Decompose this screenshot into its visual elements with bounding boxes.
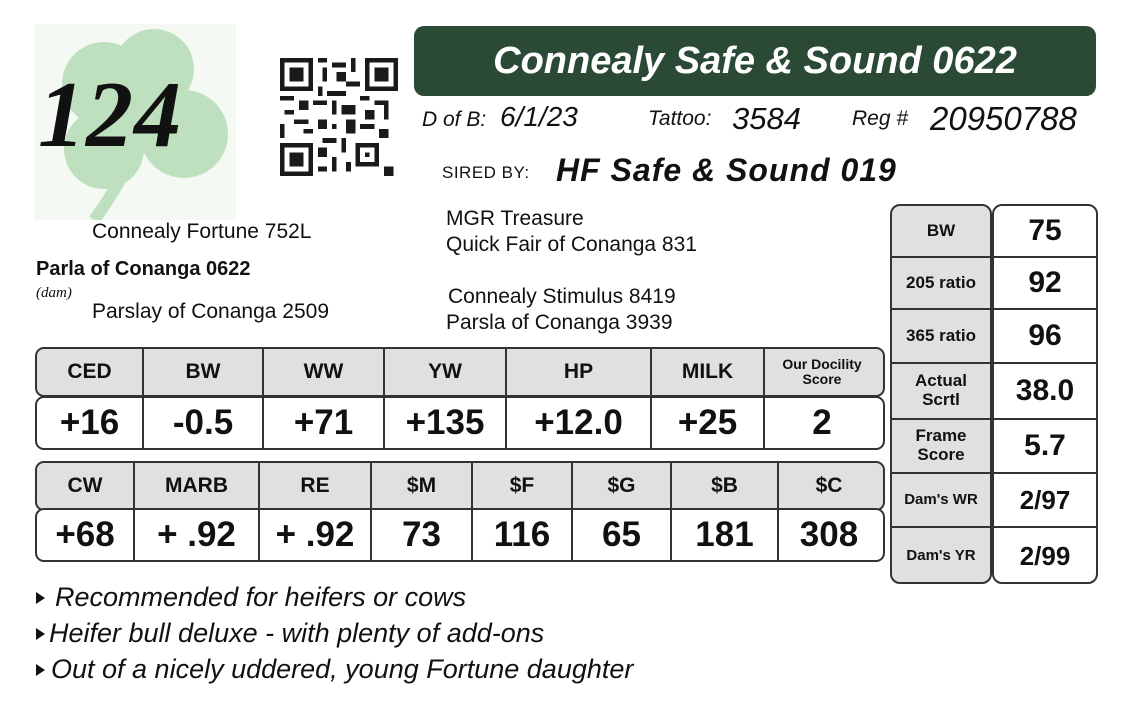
epd-value-milk: +25 [650,398,763,448]
pedigree-dam-sire: Connealy Fortune 752L [92,220,312,243]
epd-header-f: $F [471,463,571,509]
bullet-arrow-icon [36,664,45,676]
epd-value-ww: +71 [262,398,383,448]
epd-header-cw: CW [67,474,103,497]
epd-header-row-2 [35,461,885,511]
measure-value-205-ratio: 92 [994,258,1096,310]
epd-value-hp: +12.0 [505,398,650,448]
epd-value-c: 308 [777,510,879,560]
sired-by-label: SIRED BY: [442,163,530,182]
measure-value-dams-wr: 2/97 [994,474,1096,528]
animal-name-banner: Connealy Safe & Sound 0622 [414,26,1096,96]
epd-header-milk: MILK [650,349,763,395]
epd-value-row-2 [35,508,885,562]
reg-label: Reg # [852,107,909,130]
measure-label-scrotal: Actual Scrtl [892,364,990,420]
pedigree-sire-sire-dam: Quick Fair of Conanga 831 [446,233,697,256]
measure-label-bw: BW [892,206,990,258]
pedigree-sire-sire-sire: MGR Treasure [446,207,584,230]
epd-value-row-1 [35,396,885,450]
epd-value-ced: +16 [59,403,120,442]
note-2 [36,618,544,649]
note-text: Recommended for heifers or cows [55,582,467,612]
epd-value-re: + .92 [258,510,370,560]
pedigree-dam: Parla of Conanga 0622 [36,258,251,280]
measure-value-dams-yr: 2/99 [1019,540,1071,571]
tattoo-label: Tattoo: [648,107,712,130]
epd-value-bw: -0.5 [142,398,262,448]
measure-label-frame-score: Frame Score [892,420,990,474]
epd-header-row-1 [35,347,885,397]
epd-value-f: 116 [471,510,571,560]
pedigree-dam-dam: Parslay of Conanga 2509 [92,300,329,323]
dob-value: 6/1/23 [500,101,578,132]
epd-value-marb: + .92 [133,510,258,560]
measure-value-bw: 75 [994,206,1096,258]
reg-value: 20950788 [930,100,1077,137]
epd-value-cw: +68 [55,515,115,554]
sire-name: HF Safe & Sound 019 [556,152,897,188]
measure-label-205-ratio: 205 ratio [892,258,990,310]
measure-label-dams-yr: Dam's YR [906,546,976,564]
epd-value-g: 65 [571,510,670,560]
qr-code-icon [280,58,398,176]
epd-value-yw: +135 [383,398,505,448]
epd-header-m: $M [370,463,471,509]
measures-value-column [992,204,1098,584]
epd-header-re: RE [258,463,370,509]
note-text: Out of a nicely uddered, young Fortune daughter [51,654,634,684]
epd-header-g: $G [571,463,670,509]
epd-value-docility: 2 [763,398,879,448]
epd-header-docility: Our Docility Score [763,349,879,395]
lot-number: 124 [38,63,182,167]
dam-note: (dam) [36,285,72,301]
pedigree-dam-dam-dam: Parsla of Conanga 3939 [446,311,673,334]
dob-label: D of B: [422,108,487,131]
measure-value-365-ratio: 96 [994,310,1096,364]
epd-header-ced: CED [67,360,112,383]
epd-header-yw: YW [383,349,505,395]
epd-header-hp: HP [505,349,650,395]
epd-header-b: $B [670,463,777,509]
measures-label-column [890,204,992,584]
measure-value-frame-score: 5.7 [994,420,1096,474]
epd-header-bw: BW [142,349,262,395]
pedigree-dam-dam-sire: Connealy Stimulus 8419 [448,285,676,308]
epd-header-c: $C [777,463,879,509]
note-3 [36,654,633,685]
epd-value-b: 181 [670,510,777,560]
note-1 [36,582,466,613]
note-text: Heifer bull deluxe - with plenty of add-ons [49,618,545,648]
measure-value-scrotal: 38.0 [994,364,1096,420]
measure-label-365-ratio: 365 ratio [892,310,990,364]
epd-value-m: 73 [370,510,471,560]
bullet-arrow-icon [36,592,45,604]
bullet-arrow-icon [36,628,45,640]
measure-label-dams-wr: Dam's WR [892,474,990,528]
epd-header-ww: WW [262,349,383,395]
epd-header-marb: MARB [133,463,258,509]
tattoo-value: 3584 [732,101,801,136]
